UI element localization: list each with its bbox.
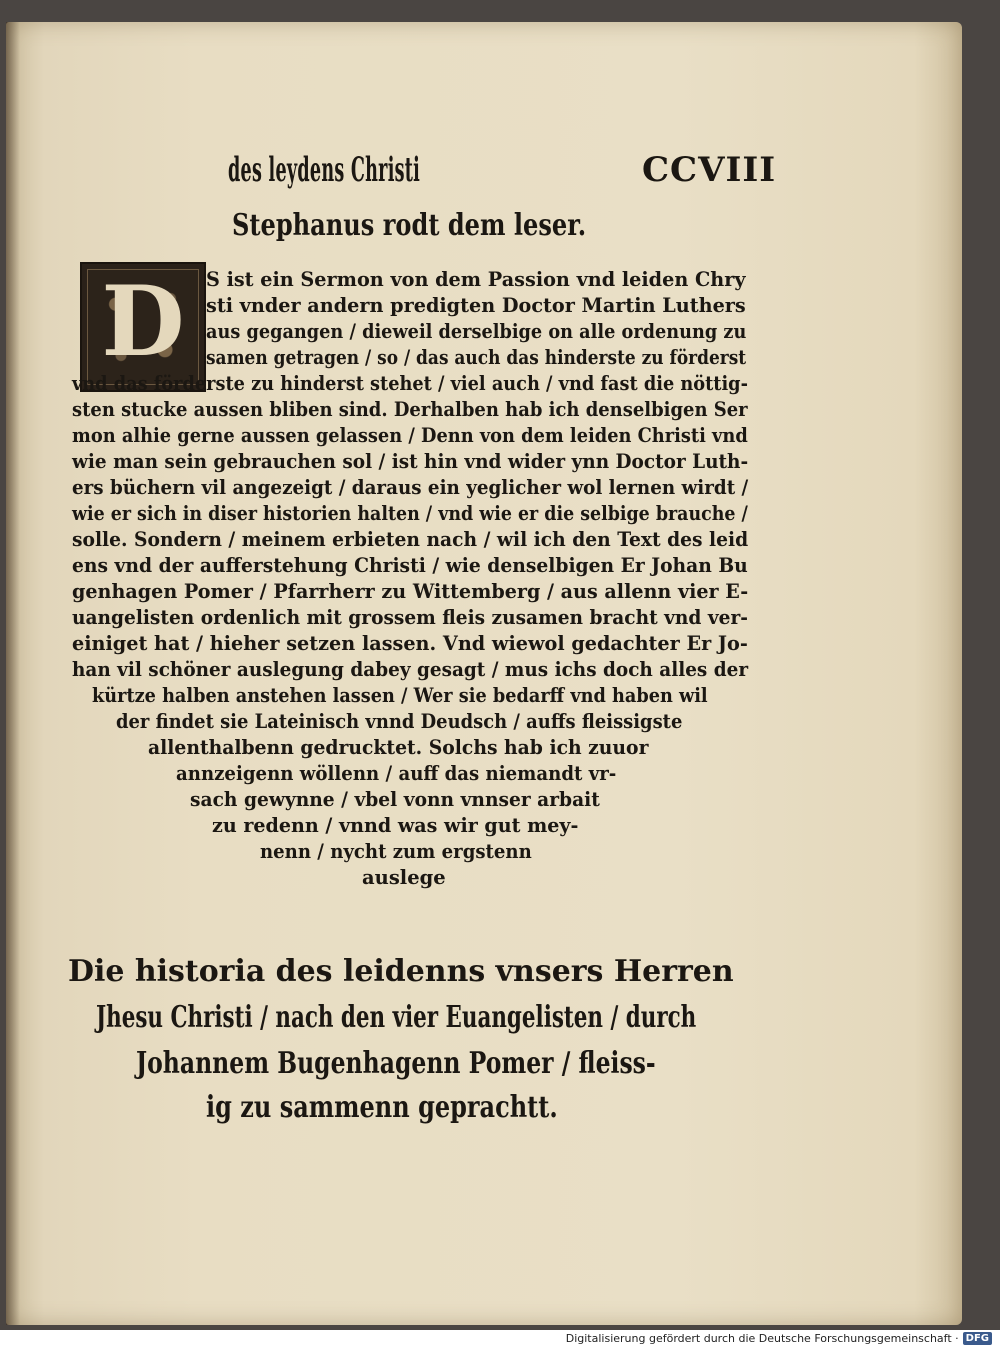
folio-number: CCVIII	[642, 150, 777, 190]
body-line: wie er sich in diser historien halten / vnd wie er die selbige brauche /	[72, 502, 748, 525]
initial-letter: D	[101, 265, 185, 378]
body-line: nenn / nycht zum ergstenn	[260, 840, 532, 863]
footer-text: Digitalisierung gefördert durch die Deutsche Forschungsgemeinschaft ·	[565, 1332, 959, 1345]
body-line: uangelisten ordenlich mit grossem fleis zusamen bracht vnd ver-	[72, 606, 748, 629]
heading-line: Die historia des leidenns vnsers Herren	[68, 954, 734, 989]
body-line: sten stucke aussen bliben sind. Derhalben hab ich denselbigen Ser	[72, 398, 748, 421]
body-line: genhagen Pomer / Pfarrherr zu Wittemberg / aus allenn vier E-	[72, 580, 749, 603]
body-line: annzeigenn wöllenn / auff das niemandt vr-	[176, 762, 617, 785]
body-line: allenthalbenn gedrucktet. Solchs hab ich zuuor	[148, 736, 649, 759]
body-line: mon alhie gerne aussen gelassen / Denn von dem leiden Christi vnd	[72, 424, 748, 447]
body-line: vnd das förderste zu hinderst stehet / viel auch / vnd fast die nöttig-	[72, 372, 748, 395]
subtitle: Stephanus rodt dem leser.	[232, 208, 587, 243]
heading-line: ig zu sammenn geprachtt.	[206, 1090, 558, 1125]
footer-credit	[566, 1332, 992, 1345]
dfg-logo: DFG	[963, 1332, 992, 1345]
body-line: samen getragen / so / das auch das hinderste zu förderst	[206, 346, 747, 369]
body-line: aus gegangen / dieweil derselbige on alle ordenung zu	[206, 320, 747, 343]
body-line: wie man sein gebrauchen sol / ist hin vnd wider ynn Doctor Luth-	[72, 450, 749, 473]
body-line: einiget hat / hieher setzen lassen. Vnd wiewol gedachter Er Jo-	[72, 632, 748, 655]
running-head: des leydens Christi	[228, 150, 421, 190]
body-line: ens vnd der aufferstehung Christi / wie denselbigen Er Johan Bu	[72, 554, 748, 577]
body-line: ers büchern vil angezeigt / daraus ein yeglicher wol lernen wirdt /	[72, 476, 749, 499]
book-page	[6, 22, 962, 1325]
heading-line: Johannem Bugenhagenn Pomer / fleiss-	[136, 1046, 656, 1081]
body-line: auslege	[362, 866, 446, 889]
body-line: der findet sie Lateinisch vnnd Deudsch / auffs fleissigste	[116, 710, 683, 733]
body-line: sti vnder andern predigten Doctor Martin Luthers	[206, 294, 746, 317]
body-line: han vil schöner auslegung dabey gesagt / mus ichs doch alles der	[72, 658, 749, 681]
heading-line: Jhesu Christi / nach den vier Euangelisten / durch	[96, 1000, 697, 1035]
body-line: S ist ein Sermon von dem Passion vnd leiden Chry	[206, 268, 746, 291]
body-line: sach gewynne / vbel vonn vnnser arbait	[190, 788, 600, 811]
body-line: zu redenn / vnnd was wir gut mey-	[212, 814, 579, 837]
body-line: solle. Sondern / meinem erbieten nach / wil ich den Text des leid	[72, 528, 749, 551]
body-line: kürtze halben anstehen lassen / Wer sie bedarff vnd haben wil	[92, 684, 708, 707]
